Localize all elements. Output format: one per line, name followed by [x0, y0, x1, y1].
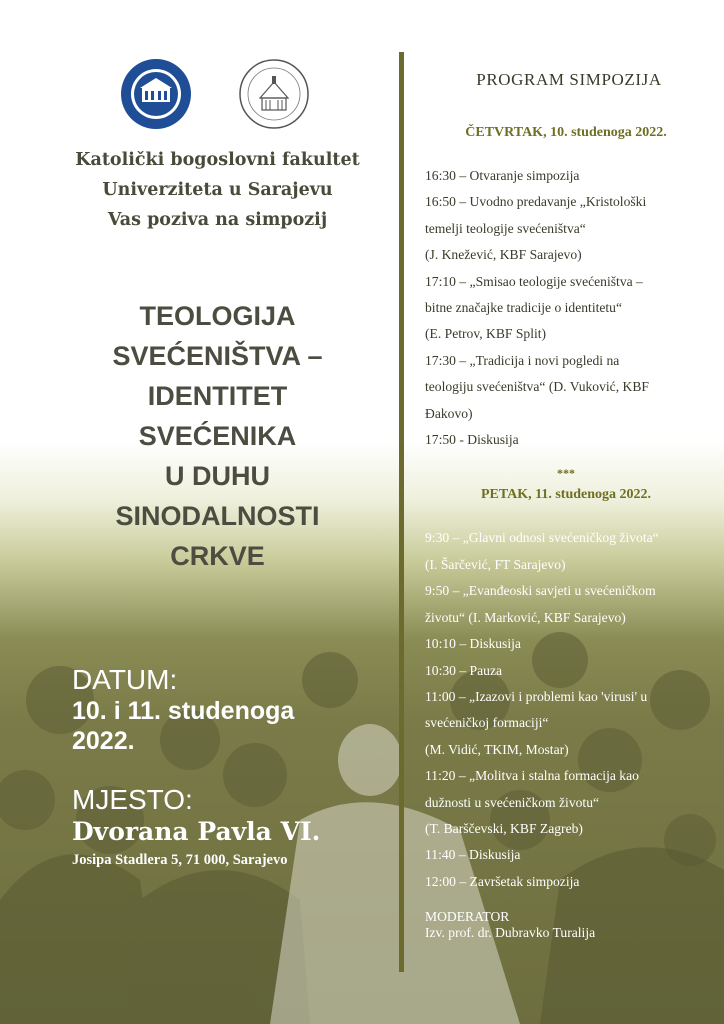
- university-name: Univerziteta u Sarajevu: [102, 180, 333, 200]
- faculty-seal-icon: [238, 58, 310, 130]
- column-divider: [399, 52, 404, 972]
- day1-schedule: [425, 163, 707, 453]
- moderator-name: Izv. prof. dr. Dubravko Turalija: [425, 925, 596, 941]
- venue-name: Dvorana Pavla VI.: [72, 817, 321, 846]
- schedule-line: životu“ (I. Marković, KBF Sarajevo): [425, 609, 626, 625]
- date-value: 10. i 11. studenoga: [72, 697, 295, 725]
- day2-schedule: [425, 525, 707, 895]
- title-line: IDENTITET: [147, 381, 288, 411]
- schedule-line: 17:30 – „Tradicija i novi pogledi na: [425, 352, 620, 368]
- day2-title: PETAK, 11. studenoga 2022.: [480, 487, 652, 503]
- invitation-intro: [40, 145, 395, 235]
- title-line: SVEĆENIKA: [138, 421, 297, 451]
- schedule-line: 16:30 – Otvaranje simpozija: [425, 168, 580, 183]
- schedule-line: temelji teologije svećeništva“: [425, 220, 586, 236]
- schedule-line: dužnosti u svećeničkom životu“: [425, 794, 600, 810]
- title-line: U DUHU: [165, 461, 270, 491]
- moderator-label: MODERATOR: [425, 909, 510, 925]
- schedule-line: (E. Petrov, KBF Split): [425, 326, 547, 342]
- event-details: [72, 664, 392, 869]
- schedule-line: (I. Šarčević, FT Sarajevo): [425, 556, 566, 572]
- program-heading: PROGRAM SIMPOZIJA: [476, 70, 662, 89]
- schedule-line: 10:10 – Diskusija: [425, 636, 521, 652]
- symposium-title: [60, 296, 375, 576]
- schedule-line: svećeničkoj formaciji“: [425, 715, 549, 731]
- faculty-name: Katolički bogoslovni fakultet: [75, 150, 360, 170]
- title-line: CRKVE: [170, 541, 265, 571]
- date-year: 2022.: [72, 727, 135, 755]
- schedule-line: 12:00 – Završetak simpozija: [425, 873, 580, 889]
- university-seal-icon: [120, 58, 192, 130]
- title-line: SVEĆENIŠTVA –: [112, 341, 323, 371]
- invitation-text: Vas poziva na simpozij: [107, 210, 328, 230]
- schedule-line: 17:10 – „Smisao teologije svećeništva –: [425, 273, 643, 289]
- schedule-line: (J. Knežević, KBF Sarajevo): [425, 247, 582, 263]
- moderator-block: [425, 909, 707, 941]
- schedule-line: 9:50 – „Evanđeoski savjeti u svećeničkom: [425, 583, 656, 599]
- schedule-line: 11:40 – Diskusija: [425, 847, 521, 863]
- title-line: TEOLOGIJA: [139, 301, 296, 331]
- title-line: SINODALNOSTI: [115, 501, 320, 531]
- schedule-line: (T. Barščevski, KBF Zagreb): [425, 820, 583, 836]
- program-column: [425, 70, 707, 941]
- schedule-line: Đakovo): [425, 405, 473, 421]
- day1-title: ČETVRTAK, 10. studenoga 2022.: [465, 125, 667, 140]
- schedule-line: 11:00 – „Izazovi i problemi kao 'virusi' u: [425, 688, 648, 704]
- university-seal-logo: [120, 58, 192, 130]
- schedule-line: bitne značajke tradicije o identitetu“: [425, 300, 623, 316]
- schedule-line: 16:50 – Uvodno predavanje „Kristološki: [425, 194, 647, 210]
- schedule-line: 10:30 – Pauza: [425, 662, 503, 678]
- schedule-line: 11:20 – „Molitva i stalna formacija kao: [425, 768, 639, 784]
- venue-address: Josipa Stadlera 5, 71 000, Sarajevo: [72, 852, 288, 868]
- section-separator: ***: [557, 466, 575, 481]
- place-label: MJESTO:: [72, 784, 193, 815]
- schedule-line: (M. Vidić, TKIM, Mostar): [425, 741, 569, 757]
- schedule-line: 17:50 - Diskusija: [425, 432, 519, 448]
- date-label: DATUM:: [72, 664, 178, 695]
- schedule-line: 9:30 – „Glavni odnosi svećeničkog života“: [425, 530, 659, 546]
- faculty-seal-logo: [238, 58, 310, 130]
- schedule-line: teologiju svećeništva“ (D. Vuković, KBF: [425, 379, 649, 395]
